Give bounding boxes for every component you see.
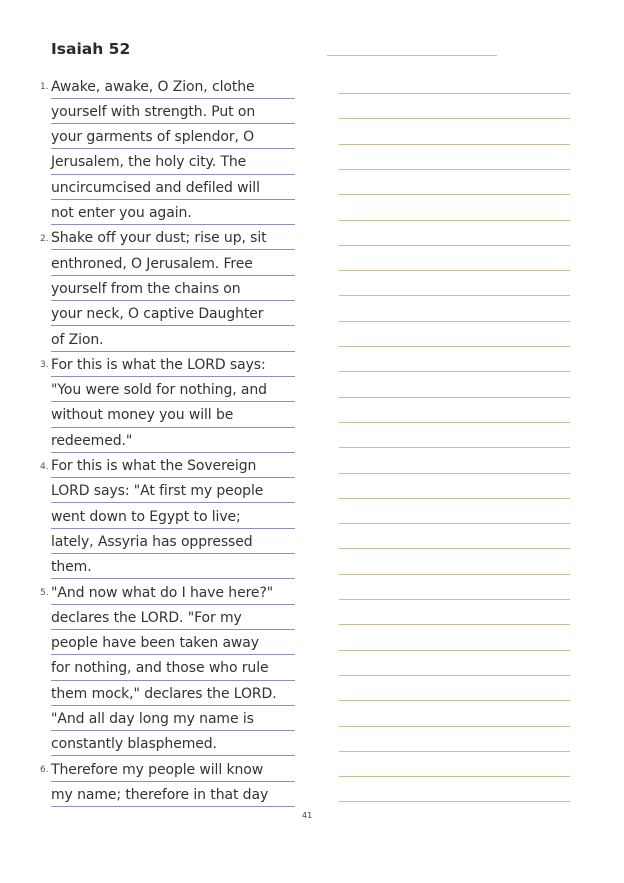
verse-text-line: yourself with strength. Put on — [51, 99, 295, 124]
writing-line — [339, 194, 570, 195]
verse-text-line: my name; therefore in that day — [51, 782, 295, 807]
writing-line — [339, 498, 570, 499]
verse-text-line: uncircumcised and defiled will — [51, 175, 295, 200]
writing-line — [339, 118, 570, 119]
verse-text-line: of Zion. — [51, 327, 295, 352]
verse-text-line: Jerusalem, the holy city. The — [51, 149, 295, 174]
writing-line — [339, 473, 570, 474]
writing-line — [339, 801, 570, 802]
verse-text-line: for nothing, and those who rule — [51, 655, 295, 680]
verse-text-line: Awake, awake, O Zion, clothe — [51, 74, 295, 99]
verse-number: 2. — [40, 233, 49, 244]
verse-text-line: LORD says: "At first my people — [51, 478, 295, 503]
writing-line — [339, 169, 570, 170]
page-number: 41 — [302, 811, 313, 820]
verse-text-line: lately, Assyria has oppressed — [51, 529, 295, 554]
writing-line — [339, 574, 570, 575]
writing-line — [339, 523, 570, 524]
verse-number: 1. — [40, 82, 49, 92]
writing-line — [339, 726, 570, 727]
verse-number: 4. — [40, 461, 49, 472]
verse-text-line: them mock," declares the LORD. — [51, 681, 295, 706]
writing-line — [339, 624, 570, 625]
verse-text-line: Therefore my people will know — [51, 757, 295, 782]
writing-line — [339, 700, 570, 701]
writing-line — [339, 675, 570, 676]
verse-number: 3. — [40, 360, 49, 371]
writing-line — [339, 548, 570, 549]
writing-line — [339, 245, 570, 246]
writing-line — [339, 220, 570, 221]
writing-line — [339, 346, 570, 347]
writing-line — [339, 751, 570, 752]
verse-text-line: declares the LORD. "For my — [51, 605, 295, 630]
writing-line — [339, 397, 570, 398]
verse-text-line: your neck, O captive Daughter — [51, 301, 295, 326]
verse-number: 6. — [40, 765, 49, 776]
verse-text-line: "And now what do I have here?" — [51, 580, 295, 605]
verse-text-line: "And all day long my name is — [51, 706, 295, 731]
verse-text-line: For this is what the Sovereign — [51, 453, 295, 478]
title-writing-line — [327, 55, 497, 56]
verse-number: 5. — [40, 588, 49, 598]
verse-text-line: them. — [51, 554, 295, 579]
verse-text-line: constantly blasphemed. — [51, 731, 295, 756]
verse-text-line: For this is what the LORD says: — [51, 352, 295, 377]
writing-line — [339, 776, 570, 777]
verse-text-line: enthroned, O Jerusalem. Free — [51, 251, 295, 276]
writing-line — [339, 599, 570, 600]
writing-line — [339, 371, 570, 372]
writing-line — [339, 447, 570, 448]
verse-text-line: yourself from the chains on — [51, 276, 295, 301]
writing-line — [339, 321, 570, 322]
verse-text-line: without money you will be — [51, 402, 295, 427]
verse-text-line: redeemed." — [51, 428, 295, 453]
verse-text-line: your garments of splendor, O — [51, 124, 295, 149]
writing-line — [339, 650, 570, 651]
page-title: Isaiah 52 — [51, 40, 131, 58]
verse-text-line: "You were sold for nothing, and — [51, 377, 295, 402]
writing-line — [339, 422, 570, 423]
verse-text-line: people have been taken away — [51, 630, 295, 655]
verse-text-line: went down to Egypt to live; — [51, 504, 295, 529]
writing-line — [339, 295, 570, 296]
writing-line — [339, 93, 570, 94]
verse-text-line: Shake off your dust; rise up, sit — [51, 225, 295, 250]
writing-line — [339, 270, 570, 271]
writing-line — [339, 144, 570, 145]
verse-text-line: not enter you again. — [51, 200, 295, 225]
